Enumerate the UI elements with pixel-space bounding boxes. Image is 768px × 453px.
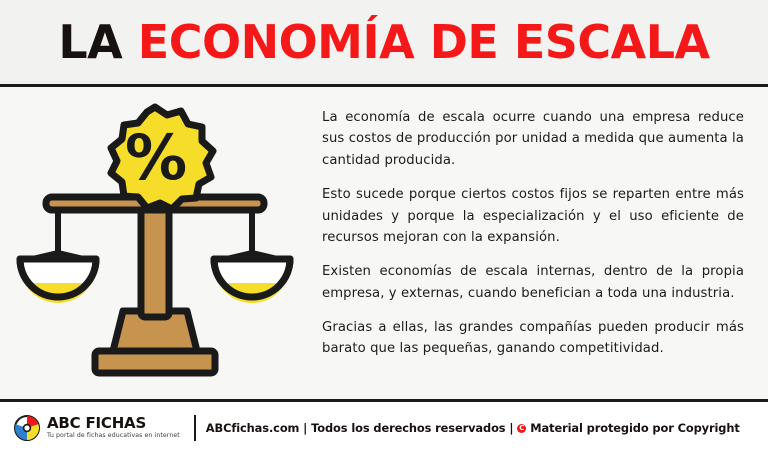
footer-legal-text [206,421,740,435]
page-footer [0,399,768,453]
page-title-part-2: ECONOMÍA DE ESCALA [137,15,710,69]
illustration-panel [0,93,310,399]
balance-scale-with-percent-icon [10,93,300,393]
brand-name: ABC FICHAS [47,413,147,432]
paragraph-4: Gracias a ellas, las grandes compañías pueden producir más barato que las pequeñas, ganando competitividad. [322,320,744,357]
article-text [310,93,768,399]
brand-tagline: Tu portal de fichas educativas en internet [47,431,180,439]
footer-divider [194,415,196,441]
page-header [0,0,768,87]
paragraph-2: Esto sucede porque ciertos costos fijos se reparten entre más unidades y porque la especialización y el uso eficiente de recursos mejoran con la expansión. [322,187,744,245]
paragraph-3: Existen economías de escala internas, dentro de la propia empresa, y externas, cuando benefician a toda una industria. [322,264,744,301]
page-content [0,87,768,399]
percent-symbol: % [124,121,188,194]
footer-rights: ABCfichas.com | Todos los derechos reservados | [205,420,514,435]
copyright-icon [517,424,526,433]
paragraph-1: La economía de escala ocurre cuando una empresa reduce sus costos de producción por unidad a medida que aumenta la cantidad producida. [322,110,744,168]
brand-logo [14,415,192,441]
page-title [58,15,710,69]
percent-badge-icon [111,107,213,209]
page-title-part-1: LA [58,15,138,69]
footer-copyright: Material protegido por Copyright [530,420,740,435]
abc-fichas-logo-icon [14,415,40,441]
brand-text [47,413,180,439]
